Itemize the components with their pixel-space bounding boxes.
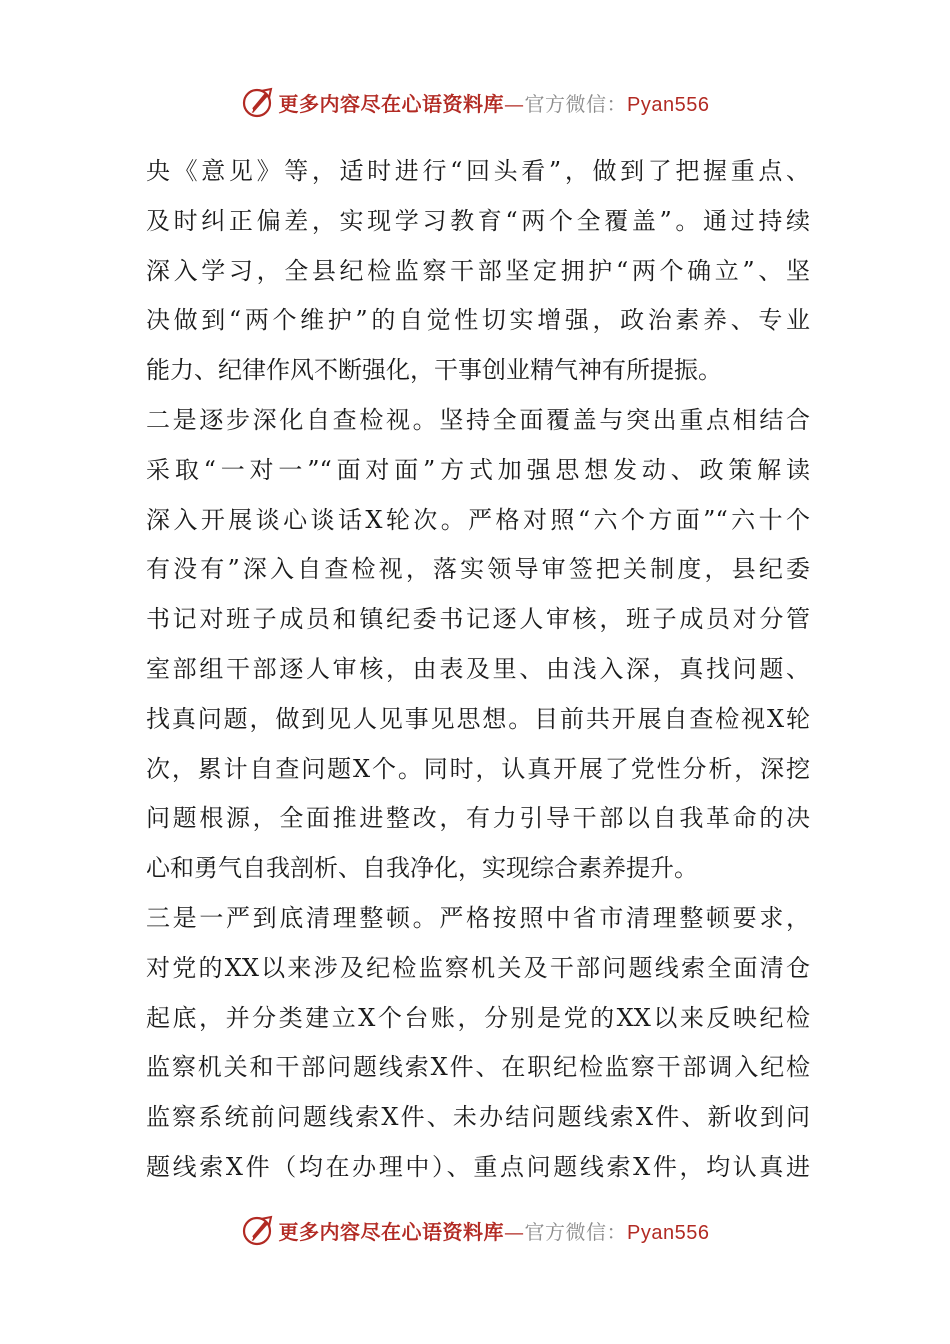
header-wechat-id: Pyan556	[627, 93, 710, 116]
text-line: 书记对班子成员和镇纪委书记逐人审核，班子成员对分管	[146, 605, 810, 634]
document-body	[146, 147, 810, 1193]
header-banner	[0, 82, 950, 122]
text-line: 及时纠正偏差，实现学习教育“两个全覆盖”。通过持续	[146, 206, 810, 235]
text-line: 监察系统前问题线索X件、未办结问题线索X件、新收到问	[146, 1103, 810, 1132]
text-line: 起底，并分类建立X个台账，分别是党的XX以来反映纪检	[146, 1003, 810, 1032]
text-line: 室部组干部逐人审核，由表及里、由浅入深，真找问题、	[146, 654, 810, 683]
text-line: 问题根源，全面推进整改，有力引导干部以自我革命的决	[146, 804, 810, 833]
header-separator: —	[504, 91, 525, 116]
footer-banner	[0, 1210, 950, 1250]
text-line: 二是逐步深化自查检视。坚持全面覆盖与突出重点相结合	[146, 405, 810, 434]
footer-separator: —	[504, 1219, 525, 1244]
header-text	[279, 88, 710, 117]
text-line: 心和勇气自我剖析、自我净化，实现综合素养提升。	[146, 854, 698, 883]
text-line: 决做到“两个维护”的自觉性切实增强，政治素养、专业	[146, 306, 810, 335]
text-line: 采取“一对一”“面对面”方式加强思想发动、政策解读	[146, 455, 810, 484]
quill-logo-icon	[241, 1213, 275, 1247]
text-line: 有没有”深入自查检视，落实领导审签把关制度，县纪委	[146, 555, 810, 584]
text-line: 对党的XX以来涉及纪检监察机关及干部问题线索全面清仓	[146, 953, 810, 982]
text-line: 三是一严到底清理整顿。严格按照中省市清理整顿要求，	[146, 903, 810, 932]
text-line: 题线索X件（均在办理中）、重点问题线索X件，均认真进	[146, 1152, 810, 1181]
footer-label: 官方微信：	[524, 1219, 628, 1244]
quill-logo-icon	[241, 85, 275, 119]
footer-text	[279, 1216, 710, 1245]
text-line: 央《意见》等，适时进行“回头看”，做到了把握重点、	[146, 157, 810, 185]
text-line: 深入开展谈心谈话X轮次。严格对照“六个方面”“六十个	[146, 505, 810, 534]
footer-brand: 更多内容尽在心语资料库	[278, 1219, 505, 1244]
text-line: 能力、纪律作风不断强化，干事创业精气神有所提振。	[146, 356, 722, 385]
text-line: 监察机关和干部问题线索X件、在职纪检监察干部调入纪检	[146, 1053, 810, 1082]
text-line: 深入学习，全县纪检监察干部坚定拥护“两个确立”、坚	[146, 256, 810, 285]
header-label: 官方微信：	[524, 91, 628, 116]
footer-wechat-id: Pyan556	[627, 1221, 710, 1244]
text-line: 找真问题，做到见人见事见思想。目前共开展自查检视X轮	[146, 704, 810, 733]
header-brand: 更多内容尽在心语资料库	[278, 91, 505, 116]
text-line: 次，累计自查问题X个。同时，认真开展了党性分析，深挖	[146, 754, 810, 783]
